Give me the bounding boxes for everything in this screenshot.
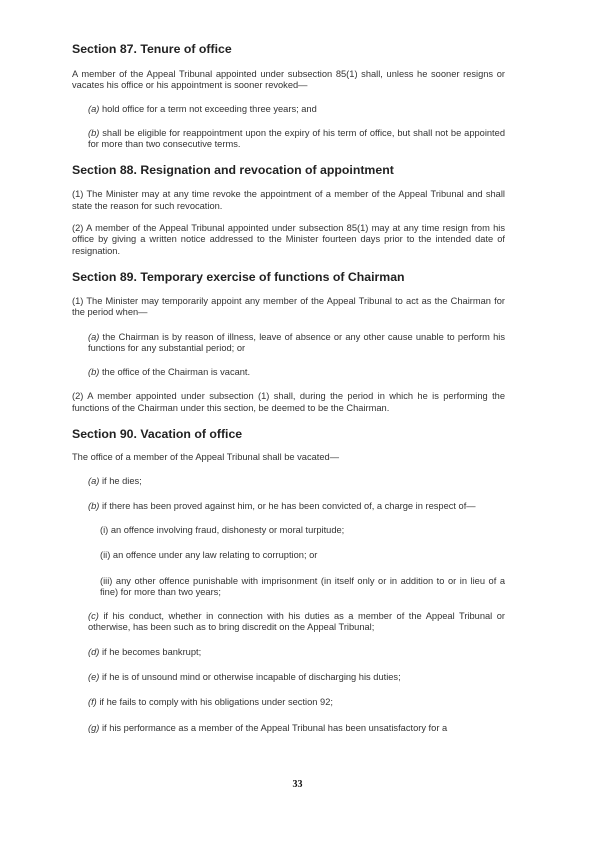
- section-90-heading: Section 90. Vacation of office: [72, 427, 243, 442]
- page-number: 33: [292, 779, 303, 790]
- section-90-item-b: (b) if there has been proved against him, or he has been convicted of, a charge in respect of—: [88, 500, 476, 511]
- section-90-intro: The office of a member of the Appeal Tribunal shall be vacated—: [72, 452, 340, 463]
- section-90-item-d: (d) if he becomes bankrupt;: [88, 646, 202, 657]
- section-88-subsection-1: (1) The Minister may at any time revoke the appointment of a member of the Appeal Tribunal and shall state the reason for such revocation.: [72, 189, 505, 211]
- section-90-item-f: (f) if he fails to comply with his obligations under section 92;: [88, 697, 333, 708]
- section-89-subsection-2: (2) A member appointed under subsection (1) shall, during the period in which he is performing the functions of the Chairman under this section, be deemed to be the Chairman.: [72, 391, 505, 413]
- section-87-item-a: (a) hold office for a term not exceeding three years; and: [88, 103, 317, 114]
- page-content: [72, 41, 505, 734]
- section-90-item-e: (e) if he is of unsound mind or otherwise incapable of discharging his duties;: [88, 672, 401, 683]
- section-90-item-a: (a) if he dies;: [88, 476, 142, 487]
- section-88-subsection-2: (2) A member of the Appeal Tribunal appointed under subsection 85(1) may at any time resign from his office by giving a written notice addressed to the Minister fourteen days prior to the intended date of resignation.: [72, 223, 505, 256]
- section-90-item-g: (g) if his performance as a member of the Appeal Tribunal has been unsatisfactory for a: [88, 722, 448, 733]
- section-87-item-b: (b) shall be eligible for reappointment upon the expiry of his term of office, but shall not be appointed for more than two consecutive terms.: [88, 127, 505, 150]
- section-87-paragraph: A member of the Appeal Tribunal appointed under subsection 85(1) shall, unless he sooner resigns or vacates his office or his appointment is sooner revoked—: [72, 69, 505, 91]
- section-89-item-b: (b) the office of the Chairman is vacant.: [88, 367, 251, 378]
- section-89-heading: Section 89. Temporary exercise of functions of Chairman: [72, 269, 405, 284]
- section-89-item-a: (a) the Chairman is by reason of illness, leave of absence or any other cause unable to perform his functions for any substantial period; or: [88, 331, 505, 353]
- section-90-subitem-ii: (ii) an offence under any law relating to corruption; or: [100, 550, 318, 561]
- section-89-subsection-1: (1) The Minister may temporarily appoint any member of the Appeal Tribunal to act as the Chairman for the period when—: [72, 295, 505, 318]
- section-90-item-c: (c) if his conduct, whether in connection with his duties as a member of the Appeal Tribunal or otherwise, has been such as to bring discredit on the Appeal Tribunal;: [88, 611, 505, 633]
- section-90-subitem-i: (i) an offence involving fraud, dishonesty or moral turpitude;: [100, 524, 345, 535]
- section-90-subitem-iii: (iii) any other offence punishable with imprisonment (in itself only or in addition to or in lieu of a fine) for more than two years;: [100, 575, 505, 597]
- section-88-heading: Section 88. Resignation and revocation of appointment: [72, 163, 394, 178]
- section-87-heading: Section 87. Tenure of office: [72, 42, 232, 56]
